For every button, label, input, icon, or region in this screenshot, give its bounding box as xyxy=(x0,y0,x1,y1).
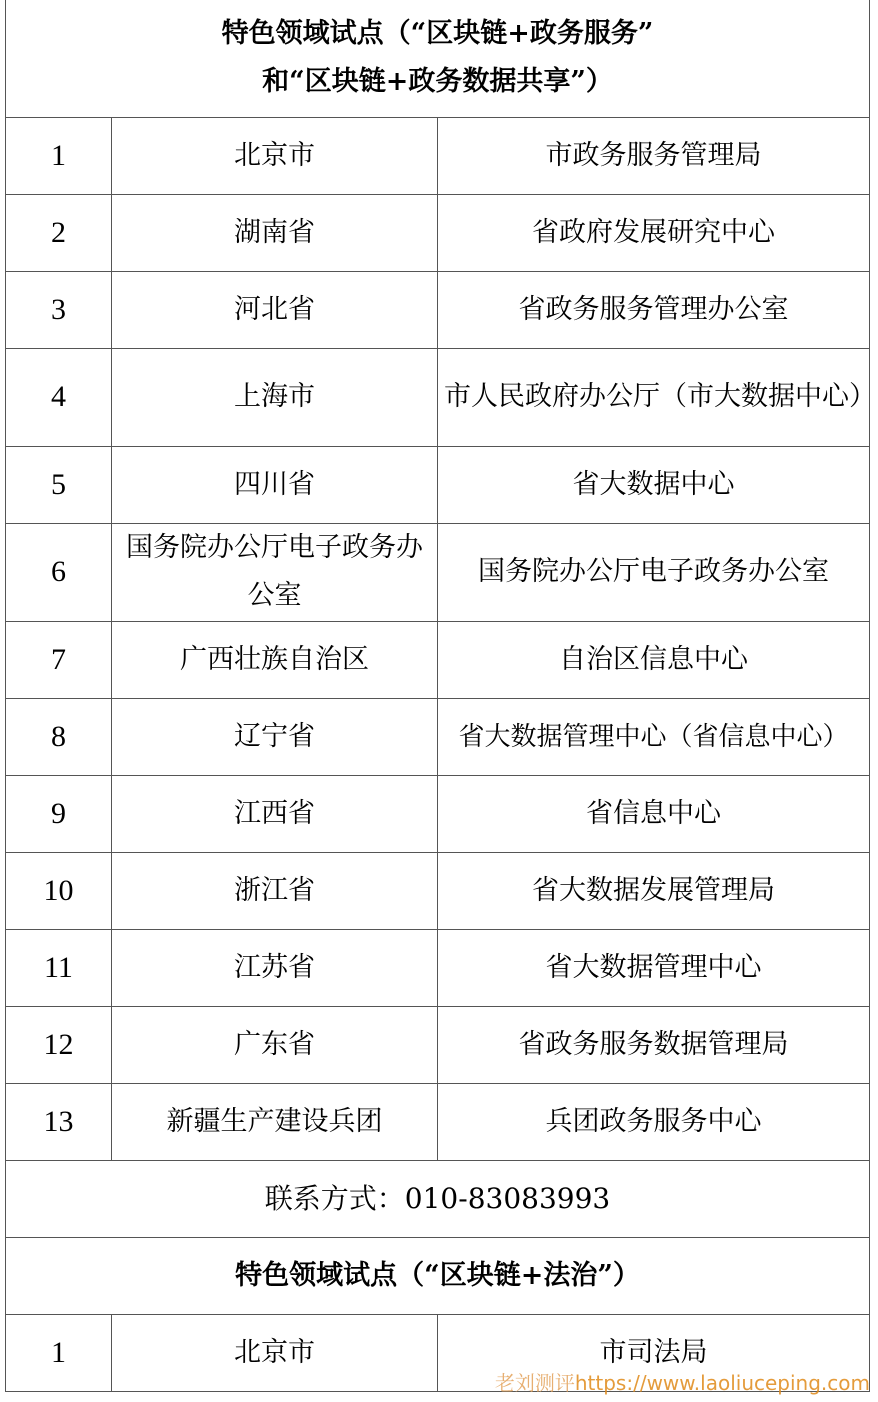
watermark xyxy=(495,1367,870,1396)
table-row xyxy=(6,348,870,446)
section2-header-row xyxy=(6,1237,870,1314)
row-unit: 省大数据管理中心（省信息中心） xyxy=(438,698,870,775)
row-unit: 省政务服务数据管理局 xyxy=(438,1006,870,1083)
row-unit: 省信息中心 xyxy=(438,775,870,852)
contact-row xyxy=(6,1160,870,1237)
table-row xyxy=(6,775,870,852)
row-region: 新疆生产建设兵团 xyxy=(112,1083,438,1160)
row-region: 四川省 xyxy=(112,446,438,523)
row-region: 辽宁省 xyxy=(112,698,438,775)
row-number: 7 xyxy=(6,621,112,698)
row-unit: 市人民政府办公厅（市大数据中心） xyxy=(438,348,870,446)
row-region: 广西壮族自治区 xyxy=(112,621,438,698)
row-region: 国务院办公厅电子政务办公室 xyxy=(112,523,438,621)
row-unit: 自治区信息中心 xyxy=(438,621,870,698)
watermark-url: https://www.laoliuceping.com xyxy=(574,1371,870,1395)
row-unit: 省政务服务管理办公室 xyxy=(438,271,870,348)
row-number: 1 xyxy=(6,1314,112,1391)
row-number: 4 xyxy=(6,348,112,446)
watermark-cjk: 老刘测评 xyxy=(494,1371,575,1395)
table-row xyxy=(6,1083,870,1160)
row-region: 广东省 xyxy=(112,1006,438,1083)
row-unit: 市政务服务管理局 xyxy=(438,117,870,194)
row-number: 13 xyxy=(6,1083,112,1160)
table-row xyxy=(6,271,870,348)
row-unit: 市司法局 xyxy=(438,1314,870,1391)
row-region: 江西省 xyxy=(112,775,438,852)
table-row xyxy=(6,523,870,621)
row-region: 湖南省 xyxy=(112,194,438,271)
section1-title xyxy=(6,0,870,117)
row-unit: 省政府发展研究中心 xyxy=(438,194,870,271)
row-number: 11 xyxy=(6,929,112,1006)
table-row xyxy=(6,1006,870,1083)
row-unit: 国务院办公厅电子政务办公室 xyxy=(438,523,870,621)
table-row xyxy=(6,621,870,698)
table-row xyxy=(6,446,870,523)
row-number: 12 xyxy=(6,1006,112,1083)
section1-title-line2: 和“区块链+政务数据共享”） xyxy=(262,66,613,98)
row-number: 5 xyxy=(6,446,112,523)
table-row xyxy=(6,194,870,271)
row-number: 6 xyxy=(6,523,112,621)
table-row xyxy=(6,117,870,194)
row-unit: 兵团政务服务中心 xyxy=(438,1083,870,1160)
row-number: 8 xyxy=(6,698,112,775)
section1-title-line1: 特色领域试点（“区块链+政务服务” xyxy=(221,18,654,50)
row-unit: 省大数据管理中心 xyxy=(438,929,870,1006)
table-row xyxy=(6,698,870,775)
row-region: 河北省 xyxy=(112,271,438,348)
table-row xyxy=(6,852,870,929)
row-region: 浙江省 xyxy=(112,852,438,929)
section2-title: 特色领域试点（“区块链+法治”） xyxy=(6,1237,870,1314)
row-number: 3 xyxy=(6,271,112,348)
row-region: 上海市 xyxy=(112,348,438,446)
row-number: 2 xyxy=(6,194,112,271)
row-number: 10 xyxy=(6,852,112,929)
row-number: 1 xyxy=(6,117,112,194)
pilot-table xyxy=(5,0,876,1392)
row-region: 北京市 xyxy=(112,117,438,194)
row-region: 北京市 xyxy=(112,1314,438,1391)
table-row xyxy=(6,929,870,1006)
section1-header-row xyxy=(6,0,870,117)
row-region: 江苏省 xyxy=(112,929,438,1006)
row-unit: 省大数据中心 xyxy=(438,446,870,523)
row-unit: 省大数据发展管理局 xyxy=(438,852,870,929)
contact-info: 联系方式：010-83083993 xyxy=(6,1160,870,1237)
row-number: 9 xyxy=(6,775,112,852)
